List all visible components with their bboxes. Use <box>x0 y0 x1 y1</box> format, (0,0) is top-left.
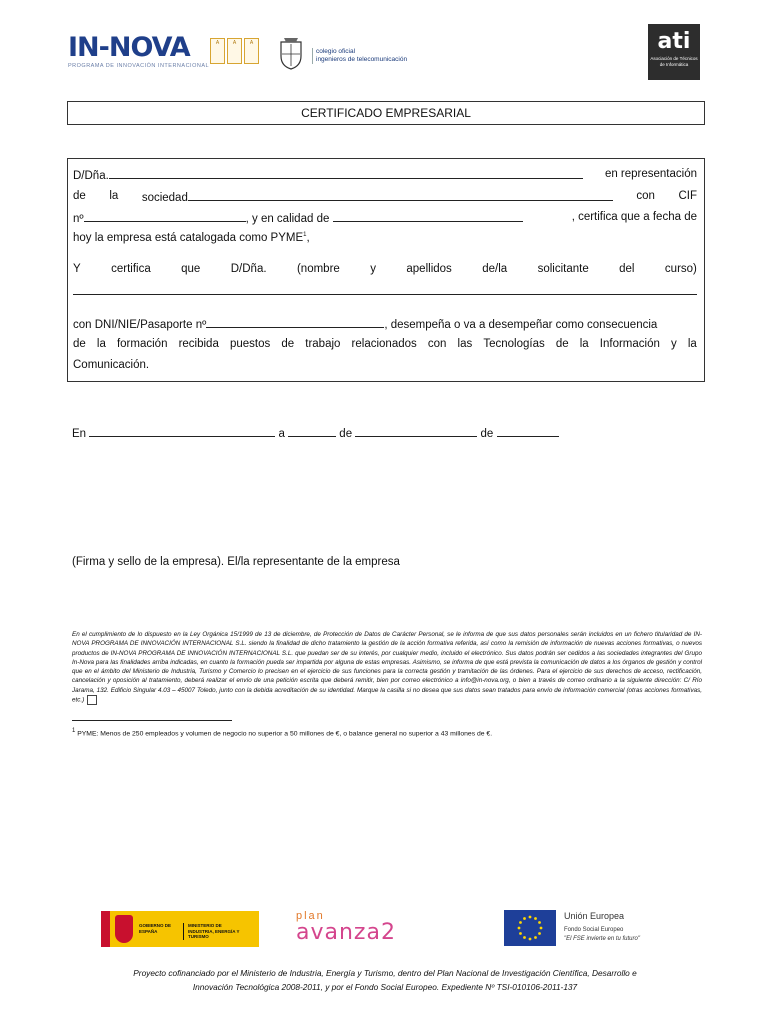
certifica-word: certifica <box>111 263 151 275</box>
footer-line-2: Innovación Tecnológica 2008-2011, y por el Fondo Social Europeo. Expediente Nº TSI-010106-2011-137 <box>192 982 578 992</box>
certifica-word: de/la <box>482 263 508 275</box>
eu-star-icon <box>534 936 537 939</box>
label-calidad: , y en calidad de <box>245 213 330 225</box>
flag-stripe <box>101 911 110 947</box>
position-field[interactable] <box>333 211 523 222</box>
certifica-word: Y <box>73 263 81 275</box>
plan-text: plan <box>296 910 325 922</box>
formacion-word: trabajo <box>305 338 341 350</box>
label-comunicacion: Comunicación. <box>73 359 150 371</box>
innova-wordmark: IN-NOVA <box>68 32 190 63</box>
eu-star-icon <box>519 932 522 935</box>
coit-logo <box>278 36 438 72</box>
footnote <box>72 728 492 737</box>
label-comma: , <box>306 232 310 244</box>
signature-label: (Firma y sello de la empresa). El/la representante de la empresa <box>72 556 400 568</box>
dni-field[interactable] <box>206 317 384 328</box>
ati-caption: Asociación de Técnicos de Informática <box>650 56 698 67</box>
formacion-word: de <box>73 338 86 350</box>
day-field[interactable] <box>288 426 336 437</box>
cif-field[interactable] <box>84 211 246 222</box>
eu-star-icon <box>523 936 526 939</box>
formacion-word: recibida <box>178 338 219 350</box>
plan-avanza-logo <box>296 910 456 950</box>
eu-star-icon <box>538 921 541 924</box>
label-la: la <box>109 190 119 202</box>
coit-line2: ingenieros de telecomunicación <box>316 56 408 63</box>
student-name-field[interactable] <box>73 289 697 295</box>
eu-star-icon <box>529 916 532 919</box>
spain-crest-icon <box>115 915 133 943</box>
formacion-word: de <box>281 338 295 350</box>
label-desempena: , desempeña o va a desempeñar como consecuencia <box>384 319 658 331</box>
eu-star-icon <box>519 921 522 924</box>
certifica-word: curso) <box>664 263 697 275</box>
label-dni: con DNI/NIE/Pasaporte nº <box>73 319 207 331</box>
innova-subtitle: PROGRAMA DE INNOVACIÓN INTERNACIONAL <box>68 63 210 69</box>
coit-line1: colegio oficial <box>316 48 356 55</box>
label-con: con <box>636 190 655 202</box>
label-ddna: D/Dña. <box>73 170 109 182</box>
eu-star-icon <box>538 932 541 935</box>
form-line-3 <box>73 211 697 225</box>
place-field[interactable] <box>89 426 275 437</box>
legal-notice <box>72 630 702 705</box>
gobierno-logo <box>101 911 259 947</box>
formacion-word: la <box>579 338 589 350</box>
formacion-word: la <box>96 338 106 350</box>
label-de-2: de <box>480 428 494 440</box>
eu-flag-icon <box>504 910 556 946</box>
certifica-word: que <box>181 263 201 275</box>
footer-line-1: Proyecto cofinanciado por el Ministerio de Industria, Energía y Turismo, dentro del Plan Nacional de Investigación Científica, Desarrollo e <box>133 968 637 978</box>
form-line-4 <box>73 232 310 244</box>
certifica-word: apellidos <box>406 263 452 275</box>
document-title-box <box>67 101 705 125</box>
formacion-word: Tecnologías <box>483 338 545 350</box>
name-field[interactable] <box>109 168 583 179</box>
coat-of-arms-icon <box>278 36 304 70</box>
innova-badges <box>210 38 259 64</box>
form-line-8 <box>73 338 697 350</box>
formacion-word: las <box>457 338 473 350</box>
footnote-ref: 1 <box>303 232 307 239</box>
eu-star-icon <box>523 917 526 920</box>
eu-star-icon <box>534 917 537 920</box>
place-date-line <box>72 426 559 440</box>
form-line-2 <box>73 190 697 204</box>
certifica-word: solicitante <box>537 263 589 275</box>
sociedad-group <box>142 190 613 204</box>
formacion-word: con <box>427 338 447 350</box>
certificate-form-box <box>67 158 705 382</box>
formacion-word: y <box>671 338 677 350</box>
year-field[interactable] <box>497 426 559 437</box>
document-title: CERTIFICADO EMPRESARIAL <box>301 106 471 120</box>
label-pyme: hoy la empresa está catalogada como PYME <box>73 232 304 244</box>
funding-footer <box>60 966 710 994</box>
footnote-text: PYME: Menos de 250 empleados y volumen de negocio no superior a 50 millones de €, o balance general no superior a 43 millones de €. <box>77 730 493 738</box>
company-field[interactable] <box>188 190 613 201</box>
formacion-word: puestos <box>229 338 271 350</box>
innova-logo <box>68 34 268 76</box>
label-a: a <box>278 428 285 440</box>
month-field[interactable] <box>355 426 477 437</box>
legal-text: En el cumplimiento de lo dispuesto en la Ley Orgánica 15/1999 de 13 de diciembre, de Protección de Datos de Carácter Personal, se le informa de que sus datos personales serán incluidos en un fichero titularidad de IN-NOVA PROGRAMA DE INNOVACIÓN INTERNACIONAL S.L. siendo la finalidad de dicho tratamiento la gestión de la acción formativa referida, así como la remisión de información de nuevas acciones formativas, o nuevos productos de IN-NOVA PROGRAMA DE INNOVACIÓN INTERNACIONAL S.L. que puedan ser de su interés, por cualquier medio, incluido el electrónico. Sus datos podrán ser cedidos a las sociedades integrantes del Grupo In-Nova para las finalidades arriba indicadas, en cuanto la formación pueda ser impartida por alguna de estas empresas. Asimismo, se informa de que está prevista la comunicación de datos a los órganos de gestión y control que en el ámbito del Ministerio de Industria, Turismo y Comercio lo precisen en el ejercicio de sus funciones para la correcta gestión y tramitación de las órdenes. Para el ejercicio de sus derechos de acceso, rectificación, cancelación y oposición al tratamiento, deberá realizar el envío de una petición escrita que deberá remitir, bien por correo electrónico a info@in-nova.org, o bien a través de correo ordinario a la siguiente dirección: C/ Río Jarama, 132. Edificio Singular 4.03 – 45007 Toledo, junto con la debida acreditación de su identidad. Marque la casilla si no desea que sus datos sean tratados para envío de información comercial (otras acciones formativas, etc.) <box>72 631 702 704</box>
formacion-word: formación <box>116 338 168 350</box>
eu-logo <box>504 910 664 950</box>
certifica-word: D/Dña. <box>230 263 267 275</box>
avanza-text: avanza2 <box>296 920 396 945</box>
ati-logo <box>648 24 700 80</box>
footnote-mark: 1 <box>72 728 76 734</box>
label-certifica: , certifica que a fecha de <box>571 211 697 223</box>
ue-fondo: Fondo Social Europeo <box>564 927 624 933</box>
formacion-word: Información <box>599 338 660 350</box>
label-representacion: en representación <box>604 168 697 180</box>
label-sociedad: sociedad <box>141 192 188 204</box>
label-en: En <box>72 428 87 440</box>
certifica-word: y <box>370 263 376 275</box>
formacion-words <box>73 338 697 350</box>
opt-out-checkbox[interactable] <box>87 695 97 705</box>
form-line-7 <box>73 317 697 331</box>
eu-star-icon <box>540 927 543 930</box>
badge-icon: A <box>210 38 225 64</box>
certifica-word: (nombre <box>296 263 340 275</box>
ue-slogan: "El FSE invierte en tu futuro" <box>564 936 640 942</box>
footnote-rule <box>72 720 232 721</box>
coit-text <box>312 48 407 64</box>
formacion-word: la <box>687 338 697 350</box>
eu-star-icon <box>529 938 532 941</box>
form-line-5 <box>73 263 697 275</box>
ati-wordmark: ati <box>657 29 691 54</box>
ministerio-text: MINISTERIO DE INDUSTRIA, ENERGÍA Y TURISMO <box>183 923 248 940</box>
label-de-1: de <box>339 428 353 440</box>
certifica-word: del <box>619 263 635 275</box>
label-de: de <box>73 190 86 202</box>
certifica-words <box>73 263 697 275</box>
form-line-1 <box>73 168 697 182</box>
form-line-9 <box>73 359 149 371</box>
eu-star-icon <box>518 927 521 930</box>
ue-title: Unión Europea <box>564 911 625 921</box>
gobierno-text: GOBIERNO DE ESPAÑA <box>139 923 172 934</box>
formacion-word: relacionados <box>351 338 417 350</box>
badge-icon: A <box>244 38 259 64</box>
badge-icon: A <box>227 38 242 64</box>
formacion-word: de <box>555 338 569 350</box>
label-no: nº <box>73 213 84 225</box>
label-cif: CIF <box>678 190 697 202</box>
